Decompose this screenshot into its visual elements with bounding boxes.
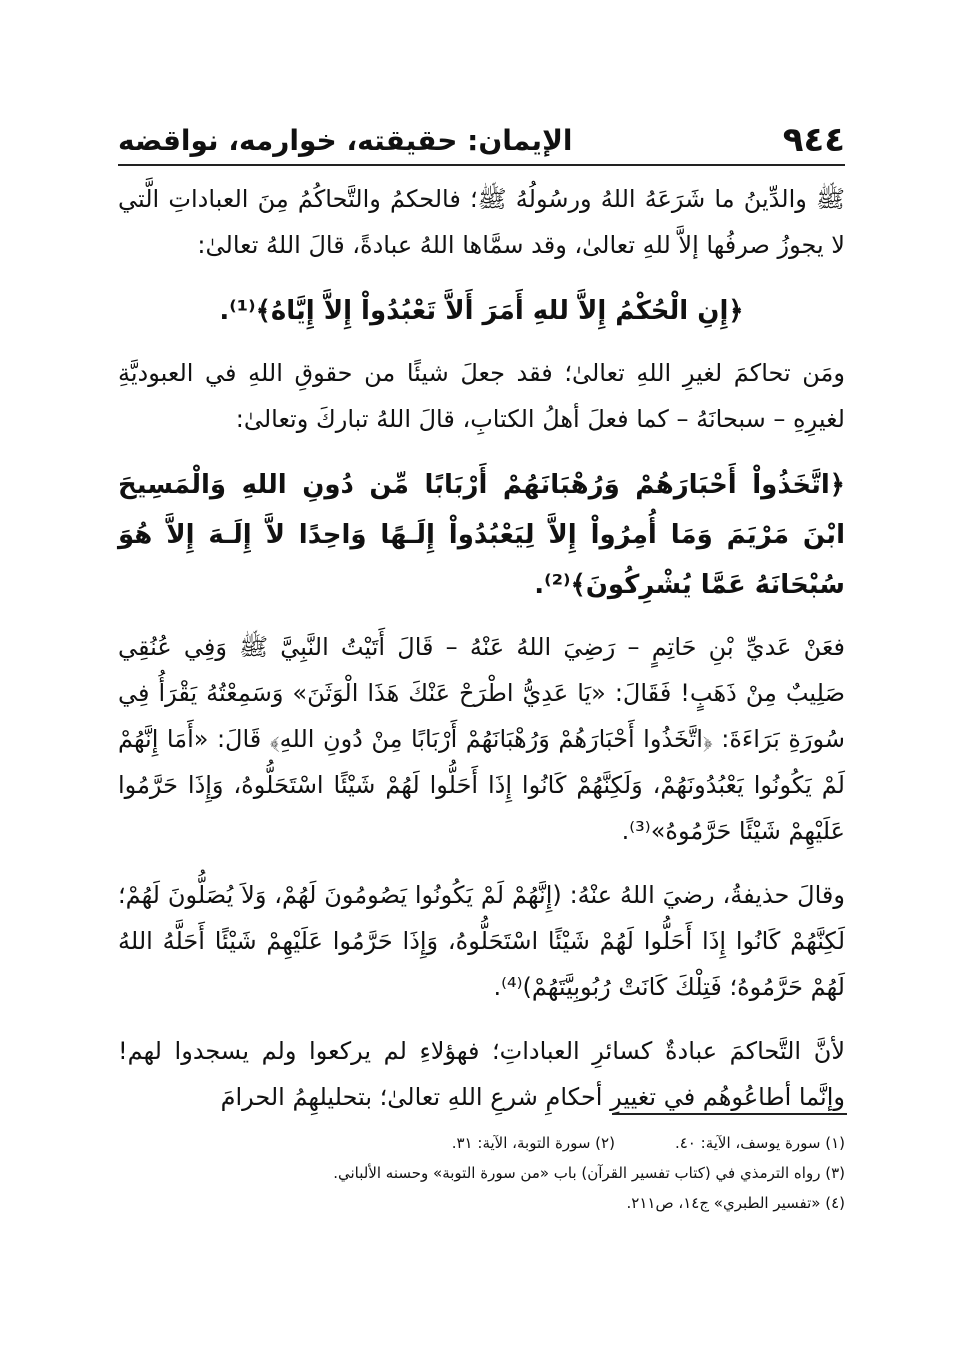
- quran-verse-2: ﴿اتَّخَذُواْ أَحْبَارَهُمْ وَرُهْبَانَهُمْ أَرْبَابًا مِّن دُونِ اللهِ وَالْمَسِيحَ ابْنَ مَرْيَمَ وَمَا أُمِرُواْ إِلاَّ لِيَعْبُدُواْ إِلَـهًا وَاحِدًا لاَّ إِلَـهَ إِلاَّ هُوَ سُبْحَانَهُ عَمَّا يُشْرِكُونَ﴾⁽²⁾.: [118, 470, 845, 600]
- paragraph-5: لأنَّ التَّحاكمَ عبادةٌ كسائرِ العباداتِ؛ فهؤلاءِ لم يركعوا ولم يسجدوا لهم! وإنَّما أطاعُوهُم في تغييرِ أحكامِ شرعِ اللهِ تعالىٰ؛ بتحليلهِمُ الحرامَ: [118, 1037, 845, 1111]
- running-title: الإيمان: حقيقته، خوارمه، نواقضه: [118, 124, 573, 157]
- footnote-3: (٣) رواه الترمذي في (كتاب تفسير القرآن) باب «من سورة التوبة» وحسنه الألباني.: [333, 1164, 845, 1182]
- footnote-2: (٢) سورة التوبة، الآية: ٣١.: [451, 1134, 615, 1152]
- quran-verse-1: ﴿إِنِ الْحُكْمُ إِلاَّ للهِ أَمَرَ أَلاَّ تَعْبُدُواْ إِلاَّ إِيَّاهُ﴾⁽¹⁾.: [219, 296, 744, 326]
- paragraph-2: ومَن تحاكمَ لغيرِ اللهِ تعالىٰ؛ فقد جعلَ شيئًا من حقوقِ اللهِ في العبوديَّةِ لغيرِهِ – سبحانَهُ – كما فعلَ أهلُ الكتابِ، قالَ اللهُ تباركَ وتعالىٰ:: [118, 359, 845, 433]
- footnote-4: (٤) «تفسير الطبري» ج١٤، ص٢١١.: [626, 1194, 845, 1212]
- page-number: ٩٤٤: [782, 120, 845, 160]
- footnote-row: [118, 1128, 845, 1158]
- paragraph-3-hadith: فعَنْ عَديِّ بْنِ حَاتِمٍ – رَضِيَ اللهُ عَنْهُ – قَالَ أَتَيْتُ النَّبِيَّ ﷺ وَفِي عُنُقِي صَلِيبٌ مِنْ ذَهَبٍ! فَقَالَ: «يَا عَدِيُّ اطْرَحْ عَنْكَ هَذَا الْوَثَنَ» وَسَمِعْتُهُ يَقْرَأُ فِي سُورَةِ بَرَاءَةَ: ﴿اتَّخَذُوا أَحْبَارَهُمْ وَرُهْبَانَهُمْ أَرْبَابًا مِنْ دُونِ اللهِ﴾ قَالَ: «أَمَا إِنَّهُمْ لَمْ يَكُونُوا يَعْبُدُونَهُمْ، وَلَكِنَّهُمْ كَانُوا إِذَا أَحَلُّوا لَهُمْ شَيْئًا اسْتَحَلُّوهُ، وَإِذَا حَرَّمُوا عَلَيْهِمْ شَيْئًا حَرَّمُوهُ»⁽³⁾.: [118, 633, 845, 845]
- paragraph-1: ﷺ والدِّينُ ما شَرَعَهُ اللهُ ورسُولُهُ ﷺ؛ فالحكمُ والتَّحاكُمُ مِنَ العباداتِ الَّتي لا يجوزُ صرفُها إلاَّ للهِ تعالىٰ، وقد سمَّاها اللهُ عبادةً، قالَ اللهُ تعالىٰ:: [118, 185, 845, 259]
- footnotes: [118, 1128, 845, 1218]
- page-body: [118, 176, 845, 1138]
- footnote-separator: [612, 1113, 847, 1115]
- paragraph-4-hudhayfa: وقالَ حذيفةُ، رضيَ اللهُ عنْهُ: (إِنَّهُمْ لَمْ يَكُونُوا يَصُومُونَ لَهُمْ، وَلاَ يُصَلُّونَ لَهُمْ؛ لَكِنَّهُمْ كَانُوا إِذَا أَحَلُّوا لَهُمْ شَيْئًا اسْتَحَلُّوهُ، وَإِذَا حَرَّمُوا عَلَيْهِمْ شَيْئًا أَحَلَّهُ اللهُ لَهُمْ حَرَّمُوهُ؛ فَتِلْكَ كَانَتْ رُبُوبِيَّتَهُمْ)⁽⁴⁾.: [118, 881, 845, 1001]
- footnote-1: (١) سورة يوسف، الآية: ٤٠.: [674, 1134, 845, 1152]
- running-header: [118, 118, 845, 166]
